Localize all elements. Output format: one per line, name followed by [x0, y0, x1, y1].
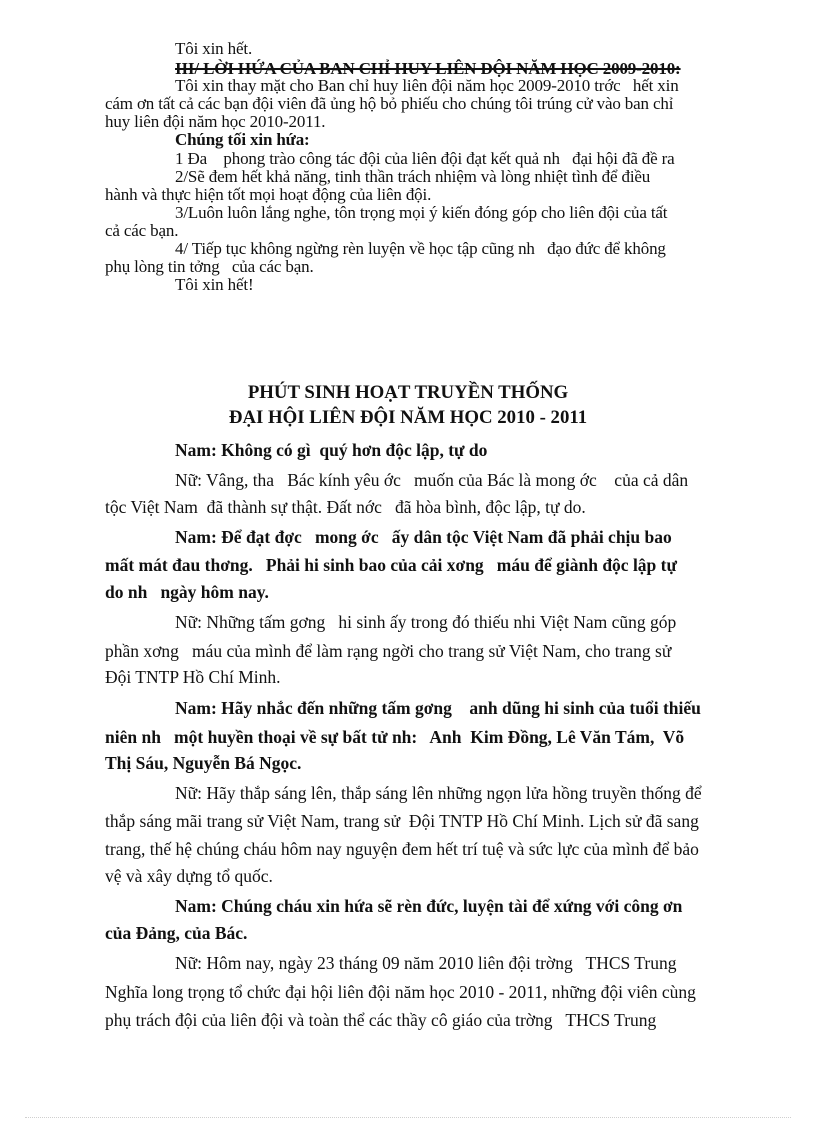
dialogue-line: Nam: Chúng cháu xin hứa sẽ rèn đức, luyện tài để xứng với công ơn: [175, 896, 683, 916]
dialogue-line: tộc Việt Nam đã thành sự thật. Đất nớc đã hòa bình, độc lập, tự do.: [105, 497, 586, 517]
dialogue-line: thắp sáng mãi trang sử Việt Nam, trang sử Đội TNTP Hồ Chí Minh. Lịch sử đã sang: [105, 811, 699, 831]
intro-line-3: huy liên đội năm học 2010-2011.: [105, 112, 326, 131]
dialogue-line: phần xơng máu của mình để làm rạng ngời cho trang sử Việt Nam, cho trang sử: [105, 641, 672, 661]
promise-4-line-1: 4/ Tiếp tục không ngừng rèn luyện về học tập cũng nh đạo đức để không: [175, 239, 666, 258]
dialogue-line: trang, thế hệ chúng cháu hôm nay nguyện đem hết trí tuệ và sức lực của mình để bảo: [105, 839, 699, 859]
closing-line: Tôi xin hết!: [175, 275, 254, 294]
dialogue-line: Nữ: Hãy thắp sáng lên, thắp sáng lên những ngọn lửa hồng truyền thống để: [175, 783, 702, 803]
dialogue-line: mất mát đau thơng. Phải hi sinh bao của cải xơng máu để giành độc lập tự: [105, 555, 677, 575]
promise-heading: Chúng tối xin hứa:: [175, 130, 310, 149]
promise-3-line-1: 3/Luôn luôn lắng nghe, tôn trọng mọi ý kiến đóng góp cho liên đội của tất: [175, 203, 668, 222]
promise-1: 1 Đa phong trào công tác đội của liên đội đạt kết quả nh đại hội đã đề ra: [175, 149, 675, 168]
dialogue-line: do nh ngày hôm nay.: [105, 582, 269, 602]
title-line-2: ĐẠI HỘI LIÊN ĐỘI NĂM HỌC 2010 - 2011: [228, 407, 588, 428]
dialogue-line: phụ trách đội của liên đội và toàn thể các thầy cô giáo của trờng THCS Trung: [105, 1010, 657, 1030]
dialogue-line: Thị Sáu, Nguyễn Bá Ngọc.: [105, 753, 302, 773]
dialogue-line: Nam: Để đạt đợc mong ớc ấy dân tộc Việt Nam đã phải chịu bao: [175, 527, 672, 547]
dialogue-line: Nữ: Những tấm gơng hi sinh ấy trong đó thiếu nhi Việt Nam cũng góp: [175, 612, 677, 632]
promise-3-line-2: cả các bạn.: [105, 221, 179, 240]
promise-4-line-2: phụ lòng tin tởng của các bạn.: [105, 257, 314, 276]
dialogue-line: Nghĩa long trọng tổ chức đại hội liên đội năm học 2010 - 2011, những đội viên cùng: [105, 982, 696, 1002]
dialogue-line: Nam: Hãy nhắc đến những tấm gơng anh dũng hi sinh của tuổi thiếu: [175, 698, 701, 718]
dialogue-line: Nữ: Hôm nay, ngày 23 tháng 09 năm 2010 liên đội trờng THCS Trung: [175, 953, 677, 973]
intro-line-1: Tôi xin thay mặt cho Ban chỉ huy liên đội năm học 2009-2010 trớc hết xin: [175, 76, 679, 95]
dialogue-line: Nam: Không có gì quý hơn độc lập, tự do: [175, 440, 488, 460]
section-heading: III/ LỜI HỨA CỦA BAN CHỈ HUY LIÊN ĐỘI NĂM HỌC 2009-2010:: [175, 59, 681, 78]
dialogue-line: Đội TNTP Hồ Chí Minh.: [105, 667, 281, 687]
promise-2-line-2: hành và thực hiện tốt mọi hoạt động của liên đội.: [105, 185, 432, 204]
closing-line-top: Tôi xin hết.: [175, 39, 253, 58]
intro-line-2: cám ơn tất cả các bạn đội viên đã ủng hộ bỏ phiếu cho chúng tôi trúng cử vào ban chỉ: [105, 94, 674, 113]
title-line-1: PHÚT SINH HOẠT TRUYỀN THỐNG: [247, 382, 569, 403]
dialogue-line: Nữ: Vâng, tha Bác kính yêu ớc muốn của Bác là mong ớc của cả dân: [175, 470, 689, 490]
dialogue-line: của Đảng, của Bác.: [105, 923, 248, 943]
dialogue-line: niên nh một huyền thoại về sự bất tử nh: Anh Kim Đồng, Lê Văn Tám, Võ: [105, 727, 685, 747]
dialogue-line: vệ và xây dựng tổ quốc.: [105, 866, 273, 886]
page-bottom-divider: [25, 1117, 791, 1118]
promise-2-line-1: 2/Sẽ đem hết khả năng, tinh thần trách nhiệm và lòng nhiệt tình để điều: [175, 167, 651, 186]
